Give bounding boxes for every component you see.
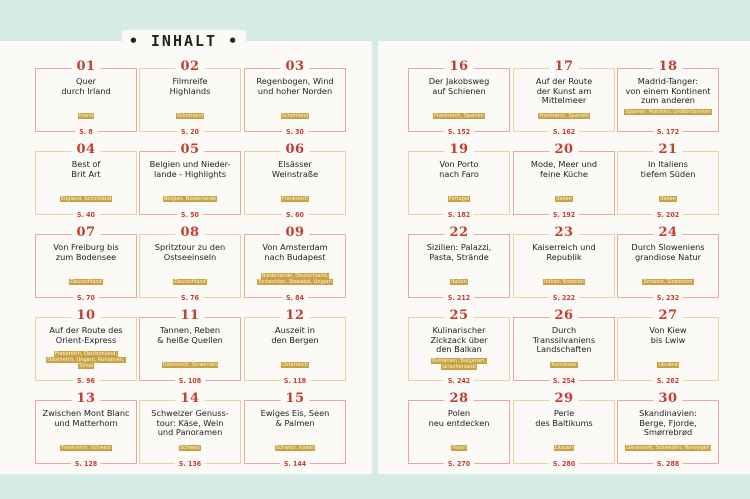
trip-countries-badge <box>415 279 503 285</box>
trip-card[interactable] <box>513 308 615 385</box>
trip-page-number[interactable]: S. 270 <box>444 460 474 468</box>
trip-countries-badge <box>415 196 503 202</box>
trip-number: 12 <box>280 309 309 323</box>
trip-number: 21 <box>653 143 682 157</box>
trip-countries-badge <box>520 445 608 451</box>
trip-countries-badge <box>42 279 130 285</box>
trip-countries-badge <box>415 445 503 451</box>
trip-countries: Italien, Kroatien <box>544 279 584 285</box>
trip-countries-badge <box>146 445 234 451</box>
trip-number: 10 <box>71 309 100 323</box>
trip-countries-badge <box>415 358 503 370</box>
trip-title: Von Freiburg bis zum Bodensee <box>53 242 119 262</box>
trip-number: 03 <box>280 60 309 74</box>
trip-card[interactable] <box>35 225 137 302</box>
trip-number: 17 <box>549 60 578 74</box>
trip-countries-badge <box>520 113 608 119</box>
trip-number: 08 <box>175 226 204 240</box>
trip-card[interactable] <box>139 391 241 468</box>
trip-title: Zwischen Mont Blanc und Matterhorn <box>42 408 130 428</box>
trip-countries-badge <box>42 196 130 202</box>
trip-countries: Frankreich <box>281 196 309 202</box>
trip-title: Durch Sloweniens grandiose Natur <box>631 242 705 262</box>
trip-page-number[interactable]: S. 288 <box>653 460 683 468</box>
trip-countries: Italien <box>451 279 467 285</box>
trip-card[interactable] <box>139 142 241 219</box>
trip-countries: Belgien, Niederlande <box>163 196 217 202</box>
trip-number: 18 <box>653 60 682 74</box>
trip-number: 07 <box>71 226 100 240</box>
trip-countries-badge <box>146 113 234 119</box>
trip-number: 02 <box>175 60 204 74</box>
trip-title: Von Kiew bis Lwiw <box>649 325 687 345</box>
trip-countries: England, Schottland <box>60 196 112 202</box>
trip-card[interactable] <box>244 391 346 468</box>
trip-countries-badge <box>624 196 712 202</box>
trip-page-number[interactable]: S. 108 <box>175 377 205 385</box>
trip-countries-badge <box>146 362 234 368</box>
trip-countries: Rumänien, Bulgarien, Griechenland <box>432 358 486 370</box>
trip-card[interactable] <box>35 142 137 219</box>
trip-card[interactable] <box>244 142 346 219</box>
trip-countries-badge <box>251 273 339 285</box>
trip-card[interactable] <box>617 59 719 136</box>
trip-number: 24 <box>653 226 682 240</box>
trip-card[interactable] <box>513 225 615 302</box>
toc-heading: • INHALT • <box>128 32 240 50</box>
trip-countries: Schweiz, Italien <box>275 445 315 451</box>
trip-countries: Schweiz <box>179 445 201 451</box>
trip-title: Spritztour zu den Ostseeinseln <box>154 242 226 262</box>
trip-card[interactable] <box>35 308 137 385</box>
trip-number: 04 <box>71 143 100 157</box>
trip-card[interactable] <box>408 225 510 302</box>
trip-title: Best of Brit Art <box>71 159 101 179</box>
trip-page-number[interactable]: S. 144 <box>280 460 310 468</box>
trip-page-number[interactable]: S. 40 <box>73 211 99 219</box>
trip-countries: Österreich, Slowenien <box>162 362 218 368</box>
trip-countries-badge <box>146 279 234 285</box>
trip-countries-badge <box>42 445 130 451</box>
trip-page-number[interactable]: S. 262 <box>653 377 683 385</box>
toc-heading-text: INHALT <box>150 32 218 50</box>
trip-countries-badge <box>42 113 130 119</box>
trip-countries: Schottland <box>176 113 204 119</box>
trip-title: Mode, Meer und feine Küche <box>530 159 598 179</box>
trip-countries-badge <box>624 109 712 115</box>
trip-countries: Rumänien <box>551 362 577 368</box>
trip-title: Quer durch Irland <box>61 76 111 96</box>
trip-page-number[interactable]: S. 152 <box>444 128 474 136</box>
trip-countries-badge <box>520 362 608 368</box>
trip-countries-badge <box>251 445 339 451</box>
trip-page-number[interactable]: S. 162 <box>549 128 579 136</box>
trip-title: Polen neu entdecken <box>428 408 490 428</box>
trip-card[interactable] <box>408 391 510 468</box>
trip-page-number[interactable]: S. 280 <box>549 460 579 468</box>
trip-card[interactable] <box>244 308 346 385</box>
trip-title: Filmreife Highlands <box>169 76 211 96</box>
trip-countries: Schweiz, Slowenien <box>643 279 693 285</box>
trip-page-number[interactable]: S. 202 <box>653 211 683 219</box>
trip-countries-badge <box>251 362 339 368</box>
trip-card[interactable] <box>35 391 137 468</box>
trip-countries: Italien <box>556 196 572 202</box>
trip-page-number[interactable]: S. 50 <box>177 211 203 219</box>
trip-number: 05 <box>175 143 204 157</box>
trip-countries: Deutschland <box>70 279 102 285</box>
trip-number: 20 <box>549 143 578 157</box>
trip-countries: Schottland <box>281 113 309 119</box>
trip-countries-badge <box>520 279 608 285</box>
trip-number: 25 <box>444 309 473 323</box>
trip-countries: Italien <box>660 196 676 202</box>
trip-card[interactable] <box>617 142 719 219</box>
trip-countries: Polen <box>452 445 466 451</box>
trip-countries: Frankreich, Deutschland, Österreich, Ungarn, Rumänien, Türkei <box>47 351 125 369</box>
trip-number: 27 <box>653 309 682 323</box>
trip-countries: Deutschland <box>174 279 206 285</box>
trip-number: 11 <box>175 309 204 323</box>
trip-title: Auf der Route des Orient-Express <box>49 325 123 345</box>
trip-page-number[interactable]: S. 182 <box>444 211 474 219</box>
trip-title: Kulinarischer Zickzack über den Balkan <box>430 325 488 354</box>
trip-title: Der Jakobsweg auf Schienen <box>428 76 490 96</box>
trip-countries: Frankreich, Schweiz <box>61 445 111 451</box>
trip-title: Elsässer Weinstraße <box>271 159 319 179</box>
trip-page-number[interactable]: S. 70 <box>73 294 99 302</box>
trip-countries-badge <box>520 196 608 202</box>
trip-card[interactable] <box>139 225 241 302</box>
trip-page-number[interactable]: S. 76 <box>177 294 203 302</box>
trip-page-number[interactable]: S. 192 <box>549 211 579 219</box>
trip-countries-badge <box>146 196 234 202</box>
trip-number: 23 <box>549 226 578 240</box>
trip-countries: Frankreich, Spanien <box>539 113 589 119</box>
trip-title: Skandinavien: Berge, Fjorde, Smørrebrød <box>639 408 697 437</box>
trip-title: Auf der Route der Kunst am Mittelmeer <box>535 76 593 105</box>
trip-title: Auszeit in den Bergen <box>271 325 319 345</box>
trip-card[interactable] <box>244 59 346 136</box>
trip-page-number[interactable]: S. 136 <box>175 460 205 468</box>
trip-card[interactable] <box>244 225 346 302</box>
trip-page-number[interactable]: S. 254 <box>549 377 579 385</box>
trip-page-number[interactable]: S. 84 <box>282 294 308 302</box>
trip-number: 29 <box>549 392 578 406</box>
trip-page-number[interactable]: S. 222 <box>549 294 579 302</box>
trip-countries-badge <box>415 113 503 119</box>
trip-page-number[interactable]: S. 242 <box>444 377 474 385</box>
trip-page-number[interactable]: S. 118 <box>280 377 310 385</box>
trip-number: 09 <box>280 226 309 240</box>
trip-number: 15 <box>280 392 309 406</box>
trip-card[interactable] <box>139 308 241 385</box>
trip-number: 16 <box>444 60 473 74</box>
trip-card[interactable] <box>408 308 510 385</box>
trip-page-number[interactable]: S. 128 <box>71 460 101 468</box>
trip-number: 26 <box>549 309 578 323</box>
trip-card[interactable] <box>513 391 615 468</box>
trip-number: 13 <box>71 392 100 406</box>
trip-title: Sizilien: Palazzi, Pasta, Strände <box>426 242 492 262</box>
trip-number: 28 <box>444 392 473 406</box>
trip-countries: Portugal <box>448 196 470 202</box>
trip-countries-badge <box>251 196 339 202</box>
trip-card[interactable] <box>408 59 510 136</box>
trip-title: Madrid-Tanger: von einem Kontinent zum anderen <box>625 76 711 105</box>
trip-page-number[interactable]: S. 30 <box>282 128 308 136</box>
trip-title: Durch Transsilvaniens Landschaften <box>532 325 596 354</box>
trip-title: Regenbogen, Wind und hoher Norden <box>256 76 334 96</box>
trip-title: In Italiens tiefem Süden <box>640 159 696 179</box>
trip-page-number[interactable]: S. 20 <box>177 128 203 136</box>
trip-countries-badge <box>624 362 712 368</box>
trip-title: Tannen, Reben & heiße Quellen <box>157 325 223 345</box>
trip-countries-badge <box>624 279 712 285</box>
trip-card[interactable] <box>513 59 615 136</box>
trip-title: Perle des Baltikums <box>535 408 593 428</box>
trip-countries: Frankreich, Spanien <box>434 113 484 119</box>
trip-countries-badge <box>42 351 130 369</box>
trip-card[interactable] <box>617 308 719 385</box>
trip-countries: Dänemark, Schweden, Norwegen <box>626 445 710 451</box>
trip-countries-badge <box>251 113 339 119</box>
trip-page-number[interactable]: S. 212 <box>444 294 474 302</box>
trip-card[interactable] <box>408 142 510 219</box>
trip-number: 22 <box>444 226 473 240</box>
trip-countries: Litauen <box>554 445 574 451</box>
trip-number: 19 <box>444 143 473 157</box>
trip-countries: Irland <box>78 113 94 119</box>
trip-card[interactable] <box>139 59 241 136</box>
trip-number: 30 <box>653 392 682 406</box>
trip-countries-badge <box>624 445 712 451</box>
trip-card[interactable] <box>617 391 719 468</box>
trip-number: 06 <box>280 143 309 157</box>
trip-page-number[interactable]: S. 60 <box>282 211 308 219</box>
trip-page-number[interactable]: S. 96 <box>73 377 99 385</box>
trip-page-number[interactable]: S. 232 <box>653 294 683 302</box>
trip-number: 14 <box>175 392 204 406</box>
trip-title: Von Porto nach Faro <box>439 159 479 179</box>
trip-page-number[interactable]: S. 172 <box>653 128 683 136</box>
trip-card[interactable] <box>513 142 615 219</box>
trip-page-number[interactable]: S. 8 <box>75 128 97 136</box>
trip-title: Ewiges Eis, Seen & Palmen <box>260 408 330 428</box>
trip-title: Schweizer Genuss- tour: Käse, Wein und Panoramen <box>151 408 229 437</box>
trip-card[interactable] <box>35 59 137 136</box>
trip-title: Belgien und Nieder- lande - Highlights <box>149 159 231 179</box>
trip-countries: Spanien, Marokko, Großbritannien <box>625 109 711 115</box>
trip-title: Von Amsterdam nach Budapest <box>262 242 328 262</box>
trip-countries: Niederlande, Deutschland, Tschechien, Slowakei, Ungarn <box>258 273 332 285</box>
trip-title: Kaiserreich und Republik <box>532 242 596 262</box>
trip-card[interactable] <box>617 225 719 302</box>
trip-countries: Ukraine <box>658 362 678 368</box>
trip-number: 01 <box>71 60 100 74</box>
trip-countries: Österreich <box>282 362 308 368</box>
